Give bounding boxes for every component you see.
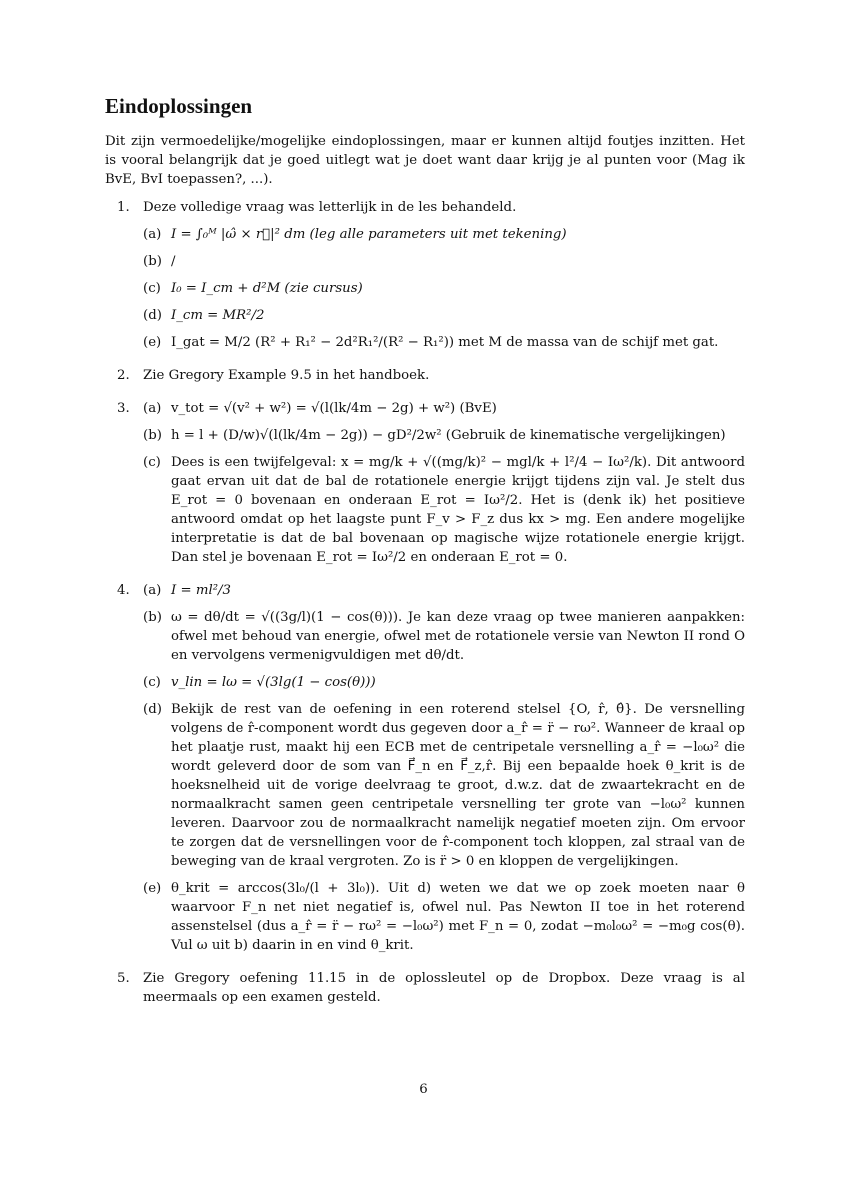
sub-label: (a)	[143, 401, 162, 416]
sub-text: I_gat = M/2 (R² + R₁² − 2d²R₁²/(R² − R₁²)) met M de massa van de schijf met gat.	[171, 335, 719, 350]
item-text: Zie Gregory oefening 11.15 in de oplossleutel op de Dropbox. Deze vraag is al meermaals op een examen gesteld.	[143, 971, 745, 1005]
sub-text: ω = dθ/dt = √((3g/l)(1 − cos(θ))). Je kan deze vraag op twee manieren aanpakken: ofwel met behoud van energie, ofwel met de rotationele versie van Newton II rond O en vervolgens vermenigvuldigen met dθ/dt.	[171, 610, 745, 663]
sub-text: I = ml²/3	[171, 583, 231, 598]
list-item	[105, 581, 745, 955]
item-text: Deze volledige vraag was letterlijk in de les behandeld.	[143, 200, 517, 215]
sub-text: v_lin = lω = √(3lg(1 − cos(θ)))	[171, 675, 376, 690]
sub-item	[143, 426, 745, 445]
sub-item	[143, 225, 745, 244]
sub-label: (b)	[143, 254, 162, 269]
intro-paragraph: Dit zijn vermoedelijke/mogelijke eindoplossingen, maar er kunnen altijd foutjes inzitten. Het is vooral belangrijk dat je goed uitlegt wat je doet want daar krijg je al punten voor (Mag ik BvE, BvI toepassen?, ...).	[105, 134, 745, 187]
sub-label: (c)	[143, 455, 161, 470]
sub-text: Bekijk de rest van de oefening in een roterend stelsel {O, r̂, θ̂}. De versnelling volgens de r̂-component wordt dus gegeven door a_r̂ = r̈ − rω². Wanneer de kraal op het plaatje rust, maakt hij een ECB met de centripetale versnelling a_r̂ = −l₀ω² die wordt geleverd door de som van F⃗_n en F⃗_z,r̂. Bij een bepaalde hoek θ_krit is de hoeksnelheid uit de vorige deelvraag te groot, d.w.z. dat de zwaartekracht en de normaalkracht samen geen centripetale versnelling ter grote van −l₀ω² kunnen leveren. Daarvoor zou de normaalkracht namelijk negatief moeten zijn. Om ervoor te zorgen dat de versnellingen voor de r̂-component toch kloppen, zal straal van de beweging van de kraal vergroten. Zo is r̈ > 0 en kloppen de vergelijkingen.	[171, 702, 745, 869]
sub-text: I = ∫₀ᴹ |ω̂ × r⃗|² dm (leg alle parameters uit met tekening)	[171, 227, 567, 242]
sub-text: v_tot = √(v² + w²) = √(l(lk/4m − 2g) + w²) (BvE)	[171, 401, 497, 416]
sub-text: Dees is een twijfelgeval: x = mg/k + √((mg/k)² − mgl/k + l²/4 − Iω²/k). Dit antwoord gaat ervan uit dat de bal de rotationele energie krijgt tijdens zijn val. Je stelt dus E_rot = 0 bovenaan en onderaan E_rot = Iω²/2. Het is (denk ik) het positieve antwoord omdat op het laagste punt F_v > F_z dus kx > mg. Een andere mogelijke interpretatie is dat de bal bovenaan op magische wijze rotationele energie krijgt. Dan stel je bovenaan E_rot = Iω²/2 en onderaan E_rot = 0.	[171, 455, 745, 565]
item-number: 3.	[117, 401, 130, 416]
item-number: 1.	[117, 200, 130, 215]
sub-label: (b)	[143, 610, 162, 625]
sub-label: (d)	[143, 308, 162, 323]
sub-item	[143, 399, 745, 418]
sub-item	[143, 673, 745, 692]
sub-label: (c)	[143, 281, 161, 296]
list-item	[105, 366, 745, 385]
sub-item	[143, 879, 745, 955]
sub-text: I_cm = MR²/2	[171, 308, 265, 323]
sub-label: (e)	[143, 335, 162, 350]
solutions-list	[105, 198, 745, 1021]
sub-label: (d)	[143, 702, 162, 717]
list-item	[105, 198, 745, 352]
item-text: Zie Gregory Example 9.5 in het handboek.	[143, 368, 430, 383]
sub-item	[143, 581, 745, 600]
page-number: 6	[419, 1082, 428, 1097]
list-item	[105, 969, 745, 1007]
list-item	[105, 399, 745, 567]
sub-item	[143, 306, 745, 325]
sub-label: (b)	[143, 428, 162, 443]
sub-item	[143, 700, 745, 871]
sub-item	[143, 279, 745, 298]
sub-text: h = l + (D/w)√(l(lk/4m − 2g)) − gD²/2w² (Gebruik de kinematische vergelijkingen)	[171, 428, 726, 443]
sub-text: /	[171, 254, 176, 269]
sub-item	[143, 252, 745, 271]
sub-label: (c)	[143, 675, 161, 690]
sub-item	[143, 608, 745, 665]
item-number: 2.	[117, 368, 130, 383]
sub-label: (e)	[143, 881, 162, 896]
sub-label: (a)	[143, 227, 162, 242]
sub-label: (a)	[143, 583, 162, 598]
sub-item	[143, 453, 745, 567]
item-number: 4.	[117, 583, 130, 598]
sub-item	[143, 333, 745, 352]
sub-text: I₀ = I_cm + d²M (zie cursus)	[171, 281, 363, 296]
item-number: 5.	[117, 971, 130, 986]
sub-text: θ_krit = arccos(3l₀/(l + 3l₀)). Uit d) weten we dat we op zoek moeten naar θ waarvoor F_n net niet negatief is, ofwel nul. Pas Newton II toe in het roterend assenstelsel (dus a_r̂ = r̈ − rω² = −l₀ω²) met F_n = 0, zodat −m₀l₀ω² = −m₀g cos(θ). Vul ω uit b) daarin in en vind θ_krit.	[171, 881, 745, 953]
page-title: Eindoplossingen	[105, 94, 253, 118]
